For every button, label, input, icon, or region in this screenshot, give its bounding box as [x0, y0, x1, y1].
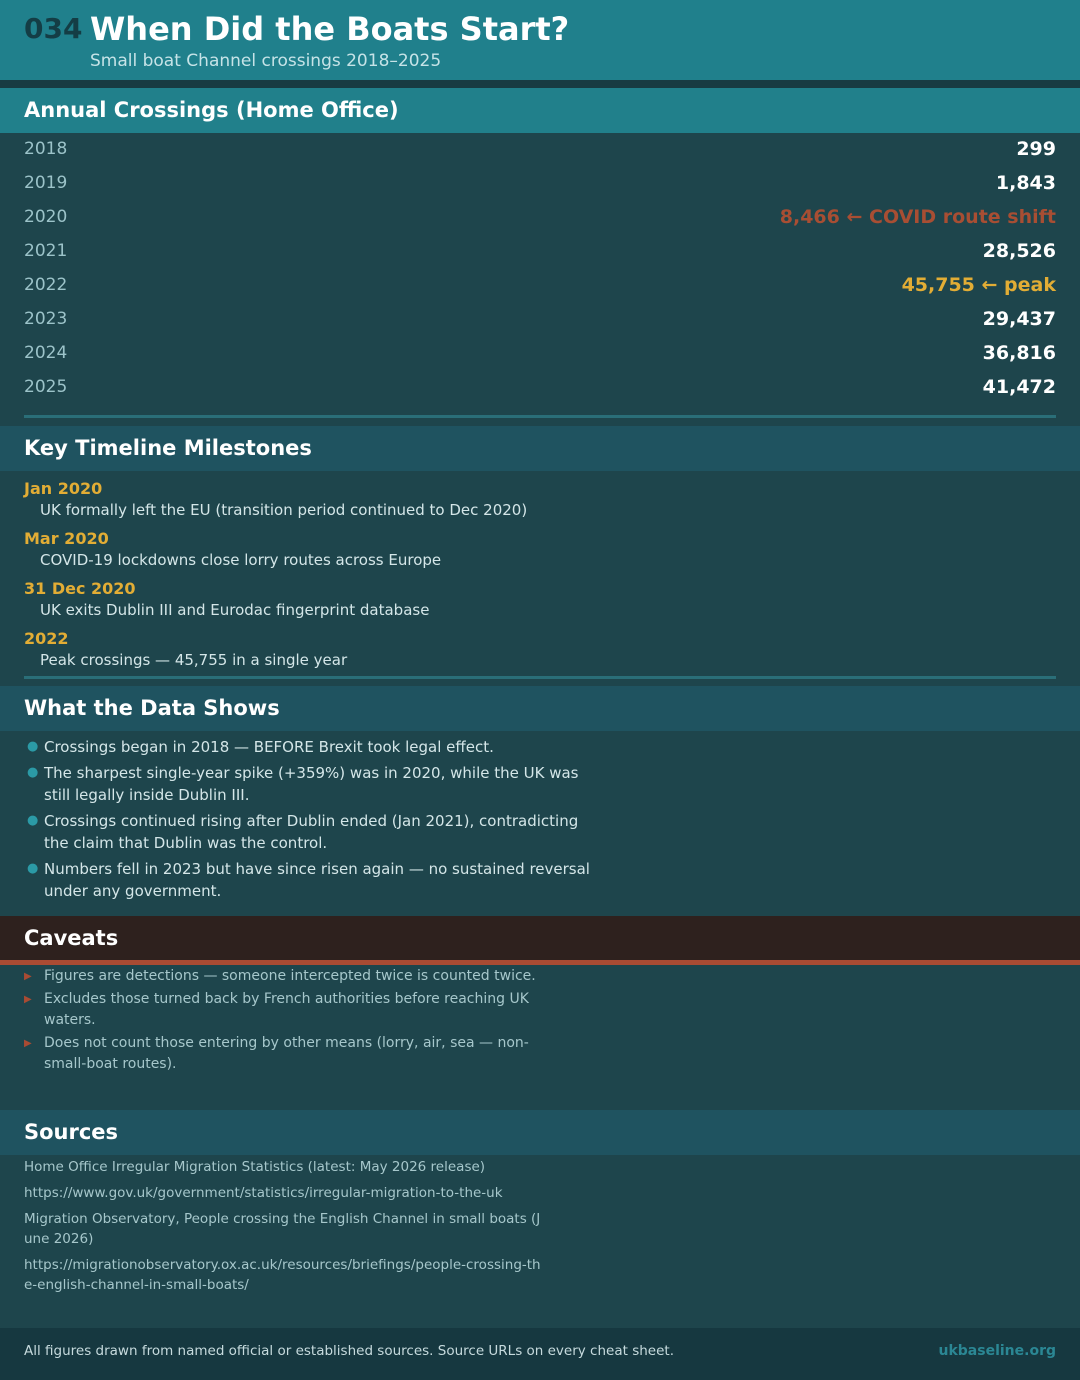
list-item-text: Numbers fell in 2023 but have since risen again — no sustained reversal under any government. [44, 860, 590, 900]
row-value: 299 [1016, 138, 1056, 160]
page-header [0, 0, 1080, 80]
triangle-bullet-icon: ▶ [24, 1038, 32, 1049]
annual-crossings-table [24, 133, 1056, 405]
header-divider [0, 80, 1080, 88]
source-link[interactable]: https://migrationobservatory.ox.ac.uk/resources/briefings/people-crossing-the-english-channel-in-small-boats/ [24, 1257, 541, 1293]
row-year: 2018 [24, 139, 68, 159]
milestone-item [24, 529, 1056, 571]
sheet-number: 034 [24, 12, 83, 45]
caveats-heading: Caveats [0, 916, 1080, 961]
row-value: 41,472 [982, 376, 1056, 398]
milestone-date: Jan 2020 [24, 479, 103, 498]
milestone-text: Peak crossings — 45,755 in a single year [40, 651, 348, 669]
row-year: 2024 [24, 343, 68, 363]
table-row [24, 303, 1056, 337]
page-subtitle: Small boat Channel crossings 2018–2025 [90, 51, 442, 71]
milestones-list [24, 471, 1056, 671]
section-divider [24, 415, 1056, 418]
table-row [24, 371, 1056, 405]
list-item [24, 762, 604, 806]
bullet-dot-icon: ● [27, 813, 39, 828]
row-value: 1,843 [995, 172, 1056, 194]
bullet-dot-icon: ● [27, 861, 39, 876]
row-year: 2023 [24, 309, 68, 329]
table-row [24, 201, 1056, 235]
bullet-dot-icon: ● [27, 765, 39, 780]
list-item [24, 1033, 564, 1075]
source-citation: Migration Observatory, People crossing the English Channel in small boats (June 2026) [24, 1211, 541, 1247]
row-year: 2020 [24, 207, 68, 227]
list-item-text: Excludes those turned back by French authorities before reaching UK waters. [44, 991, 529, 1028]
page-title: When Did the Boats Start? [90, 10, 570, 48]
list-item [24, 810, 604, 854]
list-item [24, 736, 604, 758]
data-shows-heading: What the Data Shows [0, 686, 1080, 731]
milestone-date: Mar 2020 [24, 529, 109, 548]
row-year: 2025 [24, 377, 68, 397]
milestone-item [24, 579, 1056, 621]
site-link[interactable]: ukbaseline.org [938, 1343, 1056, 1359]
milestone-item [24, 629, 1056, 671]
footer-note: All figures drawn from named official or established sources. Source URLs on every cheat sheet. [24, 1343, 674, 1359]
table-row [24, 235, 1056, 269]
caveats-accent-line [0, 960, 1080, 965]
list-item-text: Crossings continued rising after Dublin ended (Jan 2021), contradicting the claim that Dublin was the control. [44, 812, 579, 852]
milestones-heading: Key Timeline Milestones [0, 426, 1080, 471]
caveats-list [24, 966, 564, 1077]
list-item [24, 966, 564, 987]
milestone-text: UK formally left the EU (transition period continued to Dec 2020) [40, 501, 528, 519]
milestone-text: COVID-19 lockdowns close lorry routes across Europe [40, 551, 442, 569]
row-value-covid-highlight: 8,466 ← COVID route shift [779, 206, 1056, 228]
milestone-item [24, 479, 1056, 521]
list-item-text: Does not count those entering by other means (lorry, air, sea — non-small-boat routes). [44, 1035, 529, 1072]
list-item [24, 858, 604, 902]
list-item-text: The sharpest single-year spike (+359%) was in 2020, while the UK was still legally inside Dublin III. [44, 764, 579, 804]
row-value: 29,437 [982, 308, 1056, 330]
row-value: 28,526 [982, 240, 1056, 262]
milestone-date: 2022 [24, 629, 69, 648]
row-year: 2022 [24, 275, 68, 295]
row-year: 2021 [24, 241, 68, 261]
page-footer [0, 1328, 1080, 1380]
triangle-bullet-icon: ▶ [24, 994, 32, 1005]
list-item [24, 989, 564, 1031]
milestone-date: 31 Dec 2020 [24, 579, 136, 598]
table-row [24, 337, 1056, 371]
table-row [24, 133, 1056, 167]
sources-heading: Sources [0, 1110, 1080, 1155]
source-citation: Home Office Irregular Migration Statistics (latest: May 2026 release) [24, 1159, 486, 1175]
row-value-peak-highlight: 45,755 ← peak [901, 274, 1056, 296]
sources-list [24, 1157, 544, 1301]
row-year: 2019 [24, 173, 68, 193]
triangle-bullet-icon: ▶ [24, 971, 32, 982]
data-shows-list [24, 736, 604, 906]
annual-crossings-heading: Annual Crossings (Home Office) [0, 88, 1080, 133]
row-value: 36,816 [982, 342, 1056, 364]
section-divider [24, 676, 1056, 679]
table-row [24, 269, 1056, 303]
milestone-text: UK exits Dublin III and Eurodac fingerprint database [40, 601, 430, 619]
list-item-text: Figures are detections — someone intercepted twice is counted twice. [44, 968, 536, 984]
table-row [24, 167, 1056, 201]
list-item-text: Crossings began in 2018 — BEFORE Brexit took legal effect. [44, 738, 494, 756]
bullet-dot-icon: ● [27, 739, 39, 754]
source-link[interactable]: https://www.gov.uk/government/statistics/irregular-migration-to-the-uk [24, 1185, 503, 1201]
